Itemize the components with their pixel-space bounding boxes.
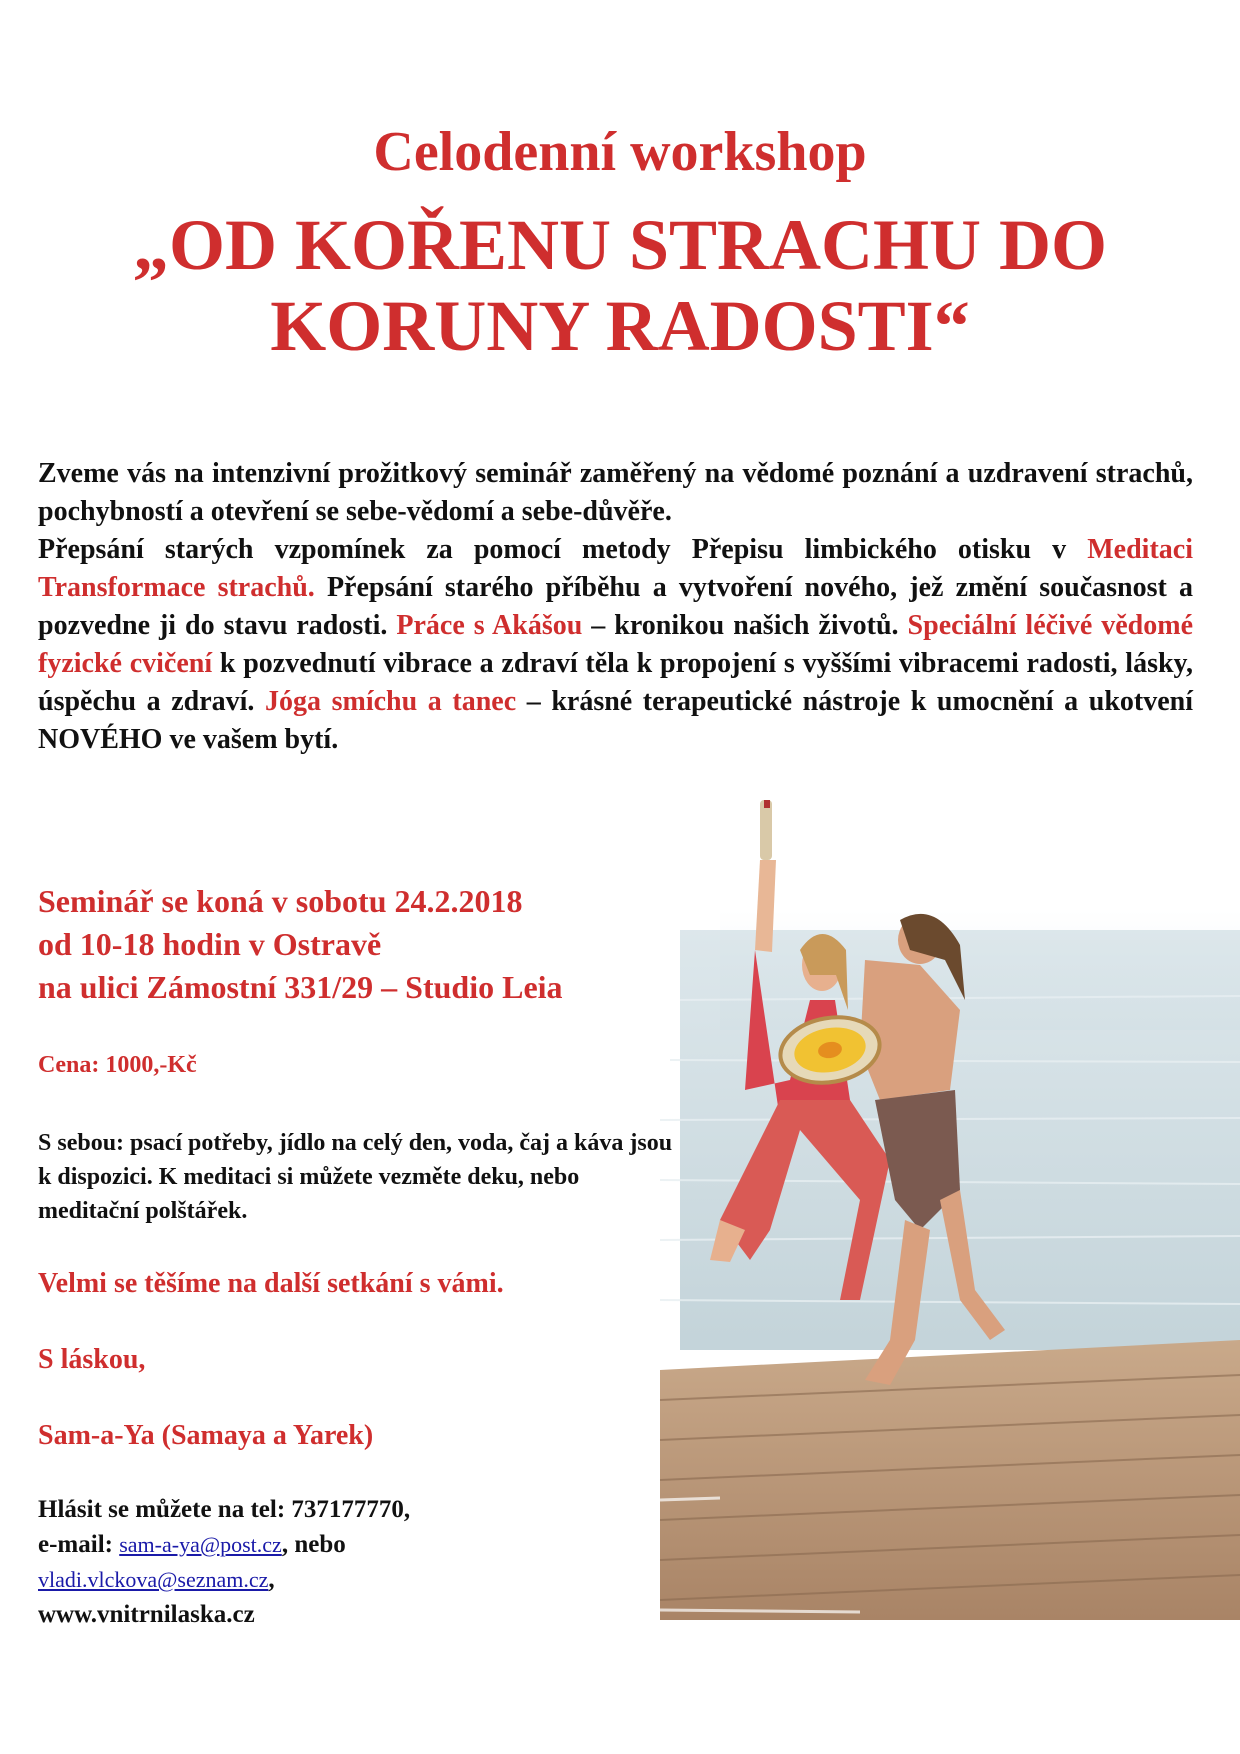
intro-text-segment: Přepsání starých vzpomínek za pomocí metody Přepisu limbického otisku v (38, 534, 1088, 565)
intro-text (38, 455, 1193, 759)
event-details (38, 880, 678, 1009)
regards-text: S láskou, (38, 1344, 146, 1375)
workshop-title (60, 205, 1180, 366)
meditation-highlight: Meditaci Transformace strachů. (38, 534, 1193, 603)
intro-paragraph-1: Zveme vás na intenzivní prožitkový seminář zaměřený na vědomé poznání a uzdravení strachů, pochybností a otevření se sebe-vědomí a sebe-důvěře. (38, 458, 1193, 527)
intro-text-segment: k pozvednutí vibrace a zdraví těla k propojení s vyššími vibracemi radosti, lásky, úspěchu a zdraví. (38, 648, 1193, 717)
intro-text-segment: Přepsání starého příběhu a vytvoření nového, jež změní současnost a pozvedne ji do stavu radosti. (38, 572, 1193, 641)
laughter-yoga-highlight: Jóga smíchu a tanec (265, 686, 517, 717)
email-separator: , (268, 1566, 275, 1593)
signature: Sam-a-Ya (Samaya a Yarek) (38, 1420, 374, 1451)
akasha-highlight: Práce s Akášou (396, 610, 583, 641)
title-line-2: KORUNY RADOSTI“ (270, 285, 970, 366)
workshop-subtitle: Celodenní workshop (373, 121, 867, 183)
looking-forward-text: Velmi se těšíme na další setkání s vámi. (38, 1268, 504, 1299)
email-separator: , nebo (281, 1531, 346, 1558)
email-label: e-mail: (38, 1531, 120, 1558)
event-date: Seminář se koná v sobotu 24.2.2018 (38, 883, 523, 919)
contact-website: www.vnitrnilaska.cz (38, 1601, 255, 1628)
couple-dancing-photo (660, 800, 1240, 1620)
intro-text-segment: – krásné terapeutické nástroje k umocnění a ukotvení NOVÉHO ve vašem bytí. (38, 686, 1194, 755)
email-link-2[interactable]: vladi.vlckova@seznam.cz (38, 1567, 269, 1592)
price: Cena: 1000,-Kč (38, 1052, 197, 1078)
exercise-highlight: Speciální léčivé vědomé fyzické cvičení (38, 610, 1194, 679)
intro-text-segment: – kronikou našich životů. (582, 610, 908, 641)
contact-phone: Hlásit se můžete na tel: 737177770, (38, 1496, 411, 1523)
contact-info (38, 1492, 638, 1632)
intro-paragraph-2 (38, 531, 1193, 759)
contact-email-line (38, 1527, 638, 1562)
contact-email-line-2 (38, 1562, 638, 1597)
event-address: na ulici Zámostní 331/29 – Studio Leia (38, 969, 563, 1005)
title-line-1: „OD KOŘENU STRACHU DO (132, 205, 1108, 285)
email-link-1[interactable]: sam-a-ya@post.cz (119, 1532, 282, 1557)
event-time-city: od 10-18 hodin v Ostravě (38, 926, 382, 962)
what-to-bring: S sebou: psací potřeby, jídlo na celý den, voda, čaj a káva jsou k dispozici. K meditaci si můžete vezměte deku, nebo meditační polštářek. (38, 1130, 673, 1224)
